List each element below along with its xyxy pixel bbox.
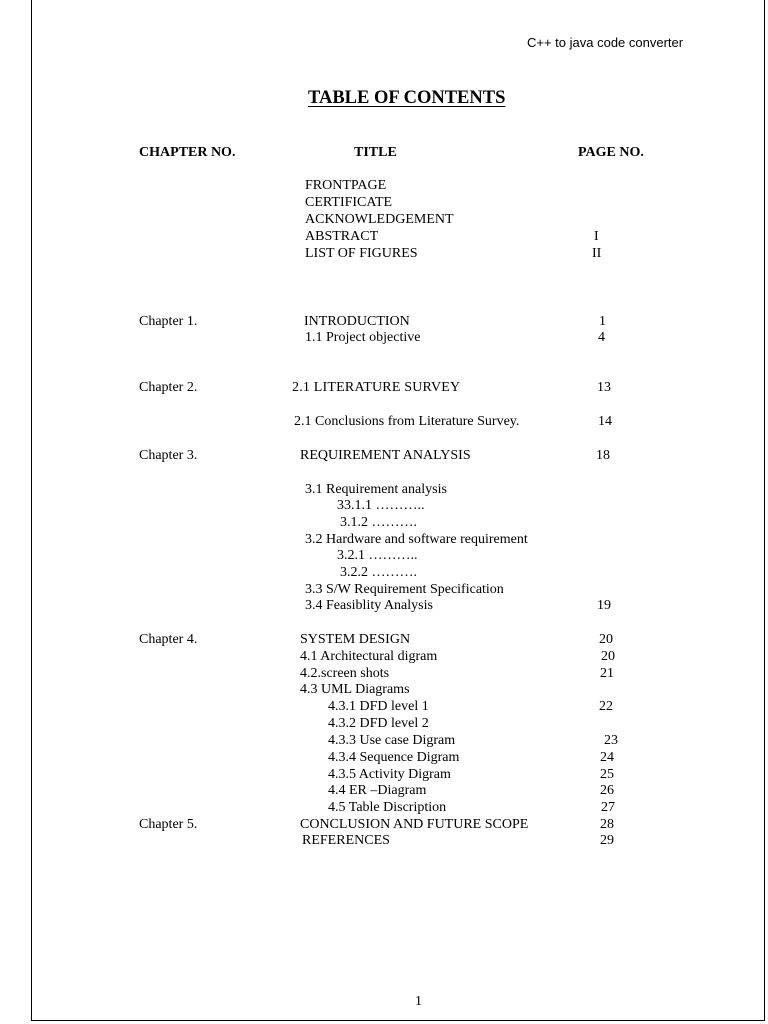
toc-entry-title: CONCLUSION AND FUTURE SCOPE (300, 817, 529, 832)
toc-entry-title: 1.1 Project objective (305, 330, 421, 345)
toc-entry-page: 19 (597, 598, 611, 613)
toc-entry-page: 21 (600, 666, 614, 681)
toc-entry-title: REFERENCES (302, 833, 390, 848)
toc-entry-title: 4.3.4 Sequence Digram (328, 750, 460, 765)
toc-entry-page: 20 (601, 649, 615, 664)
toc-entry-title: 4.3.2 DFD level 2 (328, 716, 429, 731)
toc-entry-page: 4 (598, 330, 605, 345)
column-header-chapter: CHAPTER NO. (139, 145, 236, 160)
toc-entry-page: 23 (604, 733, 618, 748)
toc-entry-page: 13 (597, 380, 611, 395)
toc-entry-page: 14 (598, 414, 612, 429)
chapter-label: Chapter 4. (139, 632, 198, 647)
toc-entry-page: 1 (599, 314, 606, 329)
toc-entry-title: 33.1.1 ……….. (337, 498, 425, 513)
toc-entry-page: 28 (600, 817, 614, 832)
toc-entry-title: CERTIFICATE (305, 195, 393, 210)
toc-entry-title: 4.3 UML Diagrams (300, 682, 410, 697)
toc-entry-title: 3.2.1 ……….. (337, 548, 418, 563)
toc-entry-title: 4.5 Table Discription (328, 800, 447, 815)
column-header-page: PAGE NO. (578, 145, 644, 160)
toc-entry-title: 2.1 LITERATURE SURVEY (292, 380, 461, 395)
toc-entry-title: 4.4 ER –Diagram (328, 783, 427, 798)
toc-entry-title: LIST OF FIGURES (305, 246, 418, 261)
toc-entry-title: FRONTPAGE (305, 178, 387, 193)
chapter-label: Chapter 2. (139, 380, 198, 395)
toc-entry-page: II (592, 246, 602, 261)
toc-entry-title: 3.4 Feasiblity Analysis (305, 598, 433, 613)
toc-entry-title: 3.2 Hardware and software requirement (305, 532, 528, 547)
page-title: TABLE OF CONTENTS (308, 88, 506, 108)
chapter-label: Chapter 5. (139, 817, 198, 832)
toc-entry-page: 26 (600, 783, 614, 798)
toc-entry-page: 18 (596, 448, 610, 463)
toc-entry-title: 4.3.3 Use case Digram (328, 733, 456, 748)
toc-entry-page: 29 (600, 833, 614, 848)
toc-entry-page: 27 (601, 800, 615, 815)
toc-entry-page: 20 (599, 632, 613, 647)
toc-entry-title: 3.2.2 ………. (340, 565, 417, 580)
toc-entry-title: 3.1 Requirement analysis (305, 482, 447, 497)
toc-entry-title: REQUIREMENT ANALYSIS (300, 448, 471, 463)
toc-entry-title: 2.1 Conclusions from Literature Survey. (294, 414, 520, 429)
toc-entry-title: ACKNOWLEDGEMENT (305, 212, 454, 227)
chapter-label: Chapter 3. (139, 448, 198, 463)
toc-entry-page: I (594, 229, 599, 244)
toc-entry-title: 4.3.5 Activity Digram (328, 767, 451, 782)
chapter-label: Chapter 1. (139, 314, 198, 329)
toc-entry-title: 4.3.1 DFD level 1 (328, 699, 429, 714)
toc-entry-title: SYSTEM DESIGN (300, 632, 411, 647)
toc-entry-title: 4.1 Architectural digram (300, 649, 438, 664)
toc-entry-page: 25 (600, 767, 614, 782)
column-header-title: TITLE (354, 145, 397, 160)
toc-entry-page: 24 (600, 750, 614, 765)
toc-entry-title: 3.1.2 ………. (340, 515, 417, 530)
toc-entry-page: 22 (599, 699, 613, 714)
toc-entry-title: 3.3 S/W Requirement Specification (305, 582, 504, 597)
toc-entry-title: INTRODUCTION (304, 314, 410, 329)
toc-entry-title: ABSTRACT (305, 229, 379, 244)
running-header: C++ to java code converter (527, 35, 684, 50)
page-number: 1 (415, 994, 422, 1009)
toc-entry-title: 4.2.screen shots (300, 666, 390, 681)
